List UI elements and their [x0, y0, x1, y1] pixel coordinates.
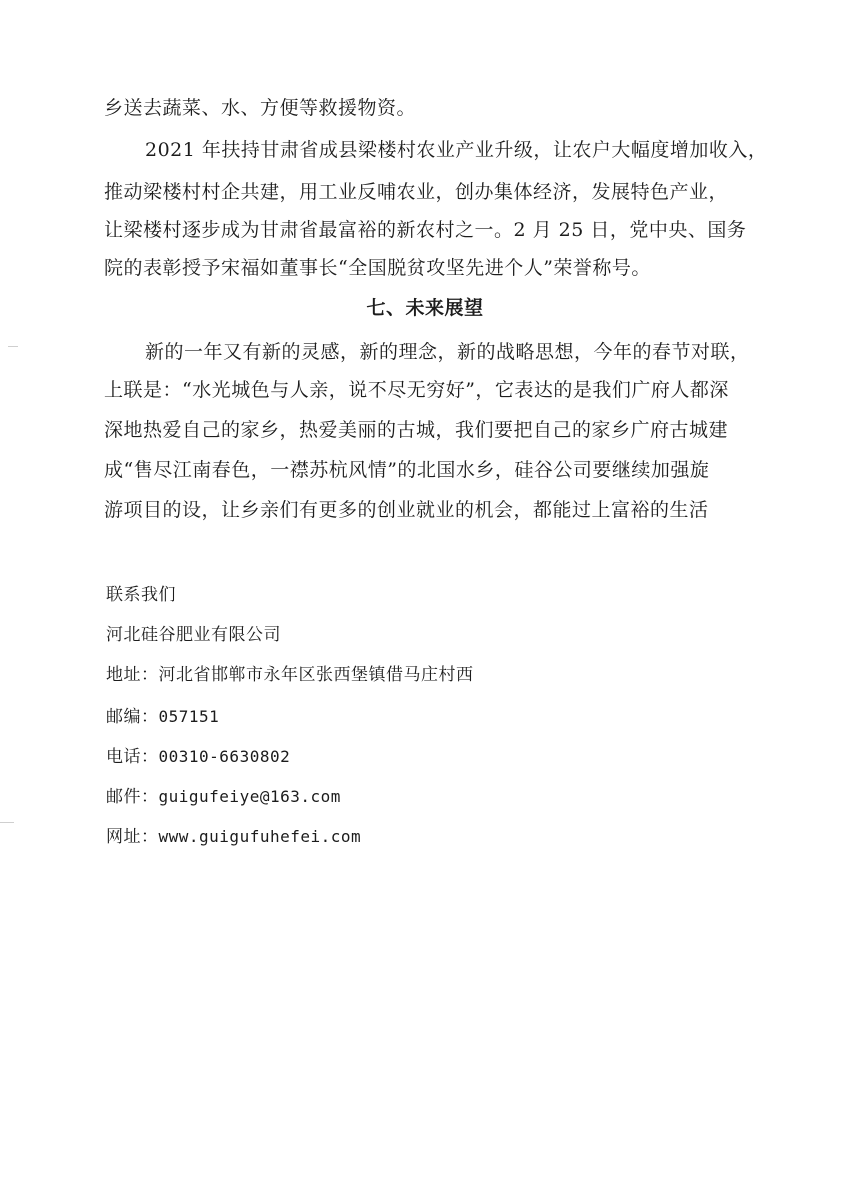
contact-phone-row [106, 746, 290, 768]
contact-website-row [106, 826, 361, 848]
email-value[interactable]: guigufeiye@163.com [158, 787, 341, 806]
scan-speck [8, 346, 18, 347]
paragraph-fragment: 乡送去蔬菜、水、方便等救援物资。 [104, 97, 417, 119]
paragraph-future-line-2: 上联是：“水光城色与人亲，说不尽无穷好”，它表达的是我们广府人都深 [104, 379, 729, 401]
paragraph-future-line-4: 成“售尽江南春色，一襟苏杭风情”的北国水乡，硅谷公司要继续加强旋 [104, 459, 710, 481]
address-label: 地址： [106, 665, 159, 685]
address-value: 河北省邯郸市永年区张西堡镇借马庄村西 [158, 665, 474, 685]
contact-postcode-row [106, 706, 219, 728]
paragraph-2021-line-1: 2021 年扶持甘肃省成县梁楼村农业产业升级，让农户大幅度增加收入， [145, 139, 768, 161]
paragraph-2021-line-3: 让梁楼村逐步成为甘肃省最富裕的新农村之一。2 月 25 日，党中央、国务 [104, 219, 747, 241]
phone-label: 电话： [106, 747, 159, 767]
contact-email-row [106, 786, 341, 808]
postcode-label: 邮编： [106, 707, 159, 727]
paragraph-future-line-3: 深地热爱自己的家乡，热爱美丽的古城，我们要把自己的家乡广府古城建 [104, 419, 729, 441]
scan-speck [0, 822, 14, 823]
section-heading: 七、未来展望 [366, 297, 484, 319]
contact-company: 河北硅谷肥业有限公司 [106, 625, 281, 645]
paragraph-2021-line-4: 院的表彰授予宋福如董事长“全国脱贫攻坚先进个人”荣誉称号。 [104, 257, 651, 279]
website-label: 网址： [106, 827, 159, 847]
contact-address-row [106, 664, 474, 686]
email-label: 邮件： [106, 787, 159, 807]
paragraph-future-line-5: 游项目的设，让乡亲们有更多的创业就业的机会，都能过上富裕的生活 [104, 499, 709, 521]
phone-value: 00310-6630802 [158, 747, 291, 766]
website-value[interactable]: www.guigufuhefei.com [158, 827, 362, 846]
paragraph-2021-line-2: 推动梁楼村村企共建，用工业反哺农业，创办集体经济，发展特色产业， [104, 181, 729, 203]
postcode-value: 057151 [158, 707, 220, 726]
contact-title: 联系我们 [106, 585, 176, 605]
paragraph-future-line-1: 新的一年又有新的灵感，新的理念，新的战略思想，今年的春节对联， [145, 341, 750, 363]
